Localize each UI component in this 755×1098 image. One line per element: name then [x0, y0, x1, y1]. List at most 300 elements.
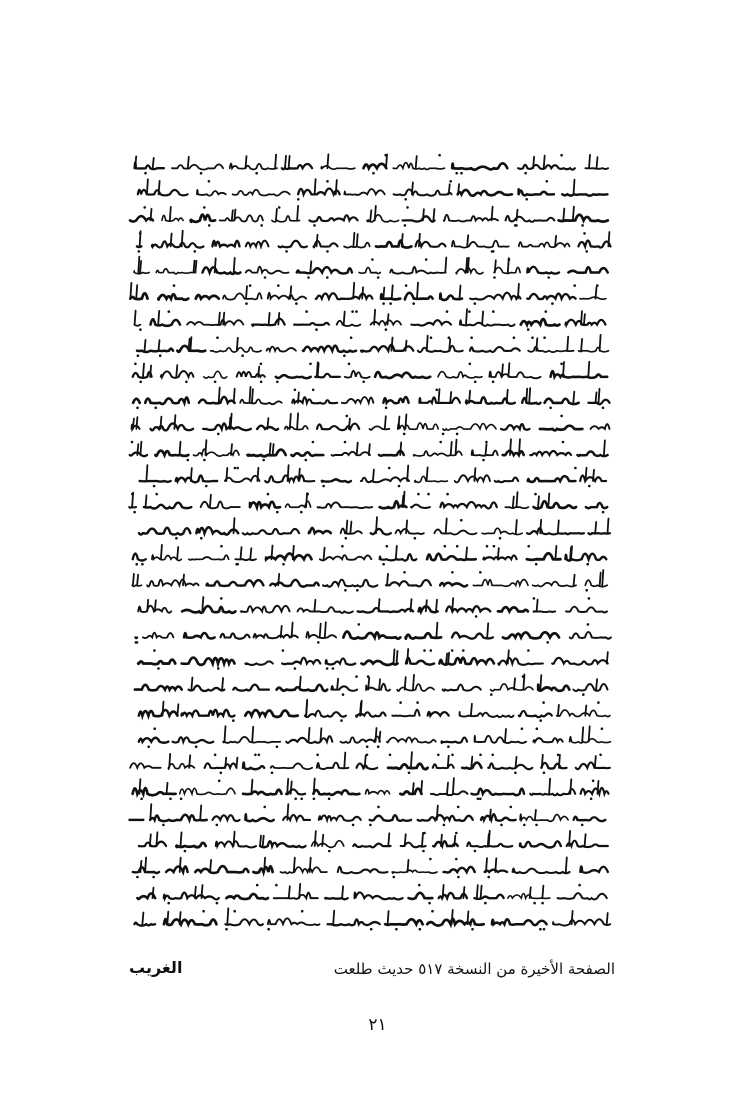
- handwritten-word: [241, 606, 290, 613]
- diacritic-dot: [372, 172, 375, 175]
- letter-stroke: [427, 336, 428, 351]
- handwritten-word: [380, 554, 417, 561]
- diacritic-dot: [295, 302, 298, 305]
- diacritic-dot: [455, 832, 458, 835]
- handwritten-word: [176, 475, 218, 482]
- letter-stroke: [388, 911, 389, 924]
- manuscript-line: [139, 726, 611, 748]
- letter-stroke: [246, 286, 247, 298]
- diacritic-dot: [141, 563, 144, 566]
- letter-stroke: [314, 779, 315, 794]
- letter-stroke: [369, 444, 370, 455]
- letter-stroke: [349, 419, 350, 429]
- diacritic-dot: [588, 485, 591, 488]
- diacritic-dot: [513, 336, 516, 339]
- figure-caption: [125, 958, 615, 984]
- letter-stroke: [293, 546, 294, 559]
- diacritic-dot: [225, 928, 228, 931]
- diacritic-dot: [316, 754, 319, 757]
- diacritic-dot: [430, 336, 433, 339]
- handwritten-word: [400, 789, 421, 795]
- letter-stroke: [252, 389, 253, 403]
- diacritic-dot: [305, 459, 308, 462]
- diacritic-dot: [184, 850, 187, 853]
- handwritten-word: [211, 347, 262, 352]
- letter-stroke: [549, 779, 550, 794]
- handwritten-word: [444, 867, 475, 873]
- diacritic-dot: [358, 623, 361, 626]
- handwritten-word: [195, 866, 248, 873]
- letter-stroke: [517, 492, 518, 507]
- letter-stroke: [498, 548, 499, 559]
- handwritten-word: [223, 293, 262, 300]
- manuscript-line: [133, 778, 609, 800]
- letter-stroke: [441, 835, 442, 846]
- handwritten-word: [358, 608, 413, 613]
- letter-stroke: [180, 442, 181, 455]
- handwritten-word: [168, 764, 194, 770]
- handwritten-word: [558, 893, 607, 899]
- handwritten-word: [274, 893, 318, 899]
- handwritten-word: [260, 841, 306, 847]
- diacritic-dot: [539, 719, 542, 722]
- diacritic-dot: [534, 493, 537, 496]
- handwritten-word: [130, 293, 147, 299]
- handwritten-word: [245, 814, 273, 821]
- letter-stroke: [517, 210, 518, 221]
- handwritten-word: [434, 529, 476, 534]
- handwritten-word: [501, 424, 529, 430]
- letter-stroke: [516, 520, 517, 533]
- diacritic-dot: [460, 519, 463, 522]
- letter-stroke: [570, 547, 571, 559]
- letter-stroke: [276, 209, 277, 221]
- diacritic-dot: [601, 727, 604, 730]
- letter-stroke: [450, 392, 451, 403]
- handwritten-word: [488, 763, 532, 769]
- handwritten-word: [498, 658, 542, 665]
- diacritic-dot: [451, 754, 454, 757]
- diacritic-dot: [235, 563, 238, 566]
- handwritten-word: [233, 685, 269, 691]
- letter-stroke: [567, 337, 568, 351]
- letter-stroke: [508, 363, 509, 377]
- diacritic-dot: [527, 328, 530, 331]
- letter-stroke: [437, 806, 438, 820]
- handwritten-word: [440, 294, 462, 301]
- letter-stroke: [538, 496, 539, 507]
- diacritic-dot: [366, 745, 369, 748]
- diacritic-dot: [493, 276, 496, 279]
- letter-stroke: [294, 858, 295, 872]
- letter-stroke: [423, 209, 424, 220]
- diacritic-dot: [447, 745, 450, 748]
- diacritic-dot: [487, 876, 490, 879]
- letter-stroke: [398, 417, 399, 429]
- letter-stroke: [200, 805, 201, 820]
- diacritic-dot: [260, 381, 263, 384]
- letter-stroke: [365, 756, 366, 768]
- letter-stroke: [588, 362, 589, 377]
- handwritten-word: [355, 892, 403, 899]
- letter-stroke: [519, 439, 520, 455]
- diacritic-dot: [377, 806, 380, 809]
- letter-stroke: [327, 154, 328, 168]
- handwritten-word: [452, 241, 509, 248]
- diacritic-dot: [309, 363, 312, 366]
- letter-stroke: [241, 547, 242, 559]
- letter-stroke: [566, 857, 567, 872]
- diacritic-dot: [455, 858, 458, 861]
- handwritten-word: [442, 738, 468, 744]
- letter-stroke: [287, 779, 288, 794]
- handwritten-word: [491, 684, 533, 691]
- letter-stroke: [502, 364, 503, 377]
- letter-stroke: [360, 703, 361, 716]
- diacritic-dot: [267, 493, 270, 496]
- diacritic-dot: [557, 754, 560, 757]
- handwritten-word: [566, 607, 607, 613]
- diacritic-dot: [395, 928, 398, 931]
- letter-stroke: [246, 156, 247, 168]
- diacritic-dot: [525, 198, 528, 201]
- diacritic-dot: [276, 381, 279, 384]
- manuscript-line: [130, 439, 608, 461]
- handwritten-word: [196, 295, 219, 299]
- letter-stroke: [167, 912, 168, 925]
- diacritic-dot: [419, 928, 422, 931]
- handwritten-word: [133, 399, 140, 403]
- diacritic-dot: [348, 363, 351, 366]
- diacritic-dot: [562, 441, 565, 444]
- handwritten-word: [419, 606, 438, 612]
- letter-stroke: [234, 210, 235, 221]
- letter-stroke: [533, 157, 534, 168]
- diacritic-dot: [340, 719, 343, 722]
- diacritic-dot: [578, 884, 581, 887]
- diacritic-dot: [573, 284, 576, 287]
- letter-stroke: [177, 547, 178, 559]
- diacritic-dot: [524, 172, 527, 175]
- handwritten-word: [475, 736, 526, 743]
- handwritten-word: [216, 841, 256, 847]
- diacritic-dot: [436, 389, 439, 392]
- letter-stroke: [145, 858, 146, 873]
- letter-stroke: [133, 419, 134, 429]
- letter-stroke: [574, 180, 575, 195]
- handwritten-word: [213, 815, 240, 821]
- handwritten-word: [386, 580, 431, 586]
- letter-stroke: [161, 545, 162, 559]
- letter-stroke: [456, 440, 457, 455]
- handwritten-word: [533, 582, 577, 587]
- diacritic-dot: [438, 154, 441, 157]
- diacritic-dot: [315, 328, 318, 331]
- letter-stroke: [300, 677, 301, 690]
- letter-stroke: [139, 779, 140, 794]
- handwritten-word: [409, 893, 433, 899]
- handwritten-word: [341, 736, 381, 742]
- handwritten-word: [253, 866, 272, 872]
- letter-stroke: [219, 313, 220, 325]
- letter-stroke: [400, 442, 401, 455]
- diacritic-dot: [203, 459, 206, 462]
- handwritten-word: [591, 424, 610, 429]
- diacritic-dot: [468, 310, 471, 313]
- diacritic-dot: [136, 407, 139, 410]
- letter-stroke: [413, 675, 414, 690]
- diacritic-dot: [535, 824, 538, 827]
- letter-stroke: [446, 654, 447, 664]
- letter-stroke: [492, 207, 493, 221]
- diacritic-dot: [173, 284, 176, 287]
- manuscript-line: [137, 884, 606, 905]
- handwritten-word: [172, 164, 223, 169]
- handwritten-word: [226, 894, 268, 899]
- diacritic-dot: [446, 493, 449, 496]
- diacritic-dot: [485, 441, 488, 444]
- handwritten-word: [518, 165, 575, 170]
- letter-stroke: [570, 779, 571, 794]
- diacritic-dot: [276, 511, 279, 514]
- handwritten-word: [230, 164, 277, 170]
- handwritten-word: [189, 555, 229, 560]
- handwritten-word: [271, 763, 313, 769]
- handwritten-word: [318, 502, 373, 508]
- letter-stroke: [357, 443, 358, 455]
- letter-stroke: [171, 234, 172, 247]
- handwritten-word: [245, 661, 272, 665]
- diacritic-dot: [389, 302, 392, 305]
- diacritic-dot: [492, 250, 495, 253]
- diacritic-dot: [399, 701, 402, 704]
- handwritten-word: [291, 452, 323, 456]
- letter-stroke: [135, 156, 136, 168]
- manuscript-line: [133, 545, 607, 566]
- letter-stroke: [383, 288, 384, 299]
- letter-stroke: [140, 442, 141, 455]
- letter-stroke: [189, 755, 190, 768]
- handwritten-word: [325, 898, 348, 899]
- handwritten-word: [455, 475, 490, 482]
- handwritten-word: [147, 580, 199, 587]
- letter-stroke: [322, 835, 323, 846]
- diacritic-dot: [475, 615, 478, 618]
- handwritten-word: [155, 451, 188, 456]
- handwritten-word: [135, 637, 137, 638]
- letter-stroke: [291, 781, 292, 793]
- diacritic-dot: [527, 545, 530, 548]
- letter-stroke: [598, 781, 599, 794]
- letter-stroke: [526, 389, 527, 403]
- diacritic-dot: [300, 798, 303, 801]
- handwritten-word: [212, 241, 239, 247]
- diacritic-dot: [521, 727, 524, 730]
- diacritic-dot: [137, 354, 140, 357]
- diacritic-dot: [462, 649, 465, 652]
- handwritten-word: [317, 424, 359, 431]
- diacritic-dot: [592, 780, 595, 783]
- handwritten-word: [553, 919, 610, 925]
- letter-stroke: [353, 233, 354, 247]
- letter-stroke: [285, 156, 286, 168]
- letter-stroke: [226, 468, 227, 481]
- letter-stroke: [548, 493, 549, 507]
- letter-stroke: [573, 207, 574, 221]
- letter-stroke: [309, 728, 310, 742]
- diacritic-dot: [168, 310, 171, 313]
- letter-stroke: [572, 911, 573, 924]
- handwritten-word: [474, 895, 503, 899]
- diacritic-dot: [385, 328, 388, 331]
- handwritten-word: [321, 166, 355, 169]
- handwritten-word: [134, 271, 149, 274]
- diacritic-dot: [214, 381, 217, 384]
- manuscript-line: [138, 649, 608, 670]
- letter-stroke: [140, 861, 141, 872]
- handwritten-word: [579, 347, 609, 351]
- letter-stroke: [135, 311, 136, 325]
- diacritic-dot: [422, 850, 425, 853]
- handwritten-word: [566, 320, 606, 325]
- diacritic-dot: [439, 441, 442, 444]
- letter-stroke: [421, 781, 422, 794]
- diacritic-dot: [527, 649, 530, 652]
- diacritic-dot: [545, 310, 548, 313]
- letter-stroke: [443, 885, 444, 898]
- diacritic-dot: [369, 824, 372, 827]
- manuscript-line: [137, 335, 609, 357]
- diacritic-dot: [187, 459, 190, 462]
- handwritten-word: [559, 215, 608, 222]
- diacritic-dot: [343, 354, 346, 357]
- letter-stroke: [530, 887, 531, 898]
- letter-stroke: [516, 757, 517, 768]
- handwritten-word: [353, 844, 390, 848]
- handwritten-word: [246, 241, 269, 247]
- diacritic-dot: [162, 824, 165, 827]
- diacritic-dot: [133, 511, 136, 514]
- handwritten-word: [427, 919, 484, 926]
- diacritic-dot: [131, 441, 134, 444]
- diacritic-dot: [216, 824, 219, 827]
- diacritic-dot: [245, 302, 248, 305]
- letter-stroke: [404, 492, 405, 507]
- diacritic-dot: [599, 754, 602, 757]
- diacritic-dot: [312, 441, 315, 444]
- diacritic-dot: [531, 336, 534, 339]
- handwritten-word: [578, 241, 610, 248]
- diacritic-dot: [499, 537, 502, 540]
- letter-stroke: [419, 234, 420, 247]
- letter-stroke: [189, 339, 190, 351]
- letter-stroke: [177, 704, 178, 715]
- handwritten-word: [139, 710, 178, 716]
- letter-stroke: [180, 858, 181, 872]
- handwritten-word: [586, 503, 607, 508]
- diacritic-dot: [301, 910, 304, 913]
- letter-stroke: [406, 341, 407, 351]
- handwritten-word: [197, 190, 226, 196]
- letter-stroke: [143, 364, 144, 377]
- diacritic-dot: [546, 641, 549, 644]
- letter-stroke: [297, 206, 298, 221]
- handwritten-word: [498, 607, 528, 611]
- diacritic-dot: [312, 389, 315, 392]
- diacritic-dot: [474, 302, 477, 305]
- letter-stroke: [540, 675, 541, 690]
- diacritic-dot: [167, 902, 170, 905]
- handwritten-word: [513, 869, 570, 874]
- diacritic-dot: [271, 772, 274, 775]
- handwritten-word: [130, 216, 153, 221]
- handwritten-word: [138, 660, 175, 665]
- handwritten-word: [298, 607, 353, 613]
- handwritten-word: [557, 710, 610, 717]
- handwritten-word: [470, 293, 520, 300]
- handwritten-word: [135, 162, 164, 169]
- diacritic-dot: [474, 850, 477, 853]
- letter-stroke: [490, 810, 491, 820]
- letter-stroke: [310, 858, 311, 872]
- diacritic-dot: [492, 381, 495, 384]
- diacritic-dot: [451, 571, 454, 574]
- diacritic-dot: [139, 232, 142, 235]
- diacritic-dot: [471, 928, 474, 931]
- letter-stroke: [486, 858, 487, 872]
- letter-stroke: [142, 913, 143, 925]
- letter-stroke: [454, 836, 455, 846]
- diacritic-dot: [596, 284, 599, 287]
- diacritic-dot: [549, 407, 552, 410]
- letter-stroke: [315, 179, 316, 194]
- diacritic-dot: [428, 902, 431, 905]
- diacritic-dot: [581, 224, 584, 227]
- letter-stroke: [376, 517, 377, 533]
- letter-stroke: [392, 285, 393, 298]
- letter-stroke: [466, 309, 467, 324]
- diacritic-dot: [543, 928, 546, 931]
- letter-stroke: [569, 831, 570, 846]
- letter-stroke: [151, 209, 152, 221]
- diacritic-dot: [377, 745, 380, 748]
- diacritic-dot: [180, 798, 183, 801]
- handwritten-word: [158, 294, 188, 300]
- letter-stroke: [411, 752, 412, 768]
- diacritic-dot: [351, 310, 354, 313]
- handwritten-word: [411, 320, 451, 325]
- handwritten-word: [282, 658, 320, 664]
- diacritic-dot: [590, 798, 593, 801]
- diacritic-dot: [185, 381, 188, 384]
- diacritic-dot: [437, 754, 440, 757]
- diacritic-dot: [393, 876, 396, 879]
- handwritten-word: [268, 918, 320, 925]
- handwritten-word: [573, 684, 607, 691]
- handwritten-word: [196, 527, 238, 534]
- letter-stroke: [344, 753, 345, 768]
- letter-stroke: [482, 311, 483, 324]
- letter-stroke: [325, 622, 326, 637]
- handwritten-word: [392, 710, 419, 717]
- diacritic-dot: [143, 206, 146, 209]
- letter-stroke: [188, 157, 189, 168]
- letter-stroke: [219, 388, 220, 403]
- handwritten-word: [332, 452, 371, 456]
- handwritten-word: [297, 267, 352, 273]
- handwritten-word: [387, 737, 436, 742]
- diacritic-dot: [366, 754, 369, 757]
